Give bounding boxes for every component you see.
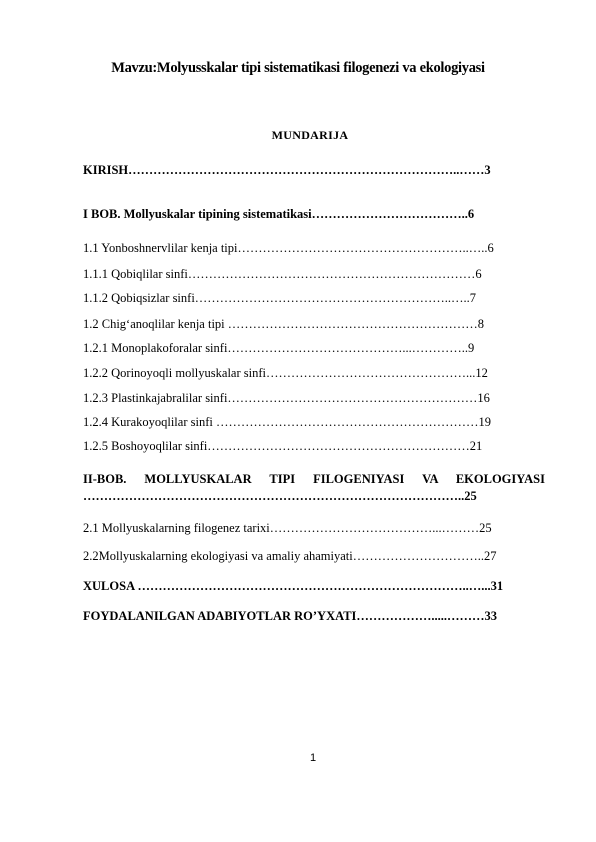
toc-heading: MUNDARIJA: [271, 128, 349, 142]
toc-entry-chapter-2: [83, 470, 545, 506]
toc-entry-chapter-1: I BOB. Mollyuskalar tipining sistematikasi………………………………..6: [83, 207, 475, 221]
toc-entry: 1.2.5 Boshoyoqlilar sinfi………………………………………………………21: [83, 439, 483, 453]
toc-entry: 1.2 Chig‘anoqlilar kenja tipi ……………………………………………………8: [83, 317, 485, 331]
toc-entry: 1.2.2 Qorinoyoqli mollyuskalar sinfi…………………………………………...12: [83, 366, 488, 380]
page-number: 1: [309, 752, 317, 764]
toc-entry-xulosa: XULOSA ……………………………………………………………………..…...31: [83, 579, 504, 593]
toc-entry-references: FOYDALANILGAN ADABIYOTLAR RO’YXATI……………….....………33: [83, 609, 498, 623]
toc-entry: 2.1 Mollyuskalarning filogenez tarixi…………………………………...………25: [83, 521, 492, 535]
toc-entry: 1.1.1 Qobiqlilar sinfi……………………………………………………………6: [83, 267, 482, 281]
toc-entry: 1.1.2 Qobiqsizlar sinfi……………………………………………………..…..7: [83, 291, 477, 305]
toc-entry: 1.2.1 Monoplakoforalar sinfi……………………………………...…………..9: [83, 341, 475, 355]
toc-entry: 1.2.4 Kurakoyoqlilar sinfi ………………………………………………………19: [83, 415, 491, 429]
toc-entry-kirish: KIRISH……………………………………………………………………..……3: [83, 163, 491, 177]
document-title: Mavzu:Molyusskalar tipi sistematikasi filogenezi va ekologiyasi: [111, 60, 485, 76]
toc-entry: 1.1 Yonboshnervlilar kenja tipi………………………………………………..…..6: [83, 241, 494, 255]
chapter-2-leader: ………………………………………………………………………………..25: [83, 489, 477, 503]
toc-entry: 2.2Mollyuskalarning ekologiyasi va amaliy ahamiyati…………………………..27: [83, 549, 497, 563]
chapter-2-title: II-BOB. MOLLYUSKALAR TIPI FILOGENIYASI VA EKOLOGIYASI: [83, 472, 545, 486]
toc-entry: 1.2.3 Plastinkajabralilar sinfi……………………………………………………16: [83, 391, 490, 405]
